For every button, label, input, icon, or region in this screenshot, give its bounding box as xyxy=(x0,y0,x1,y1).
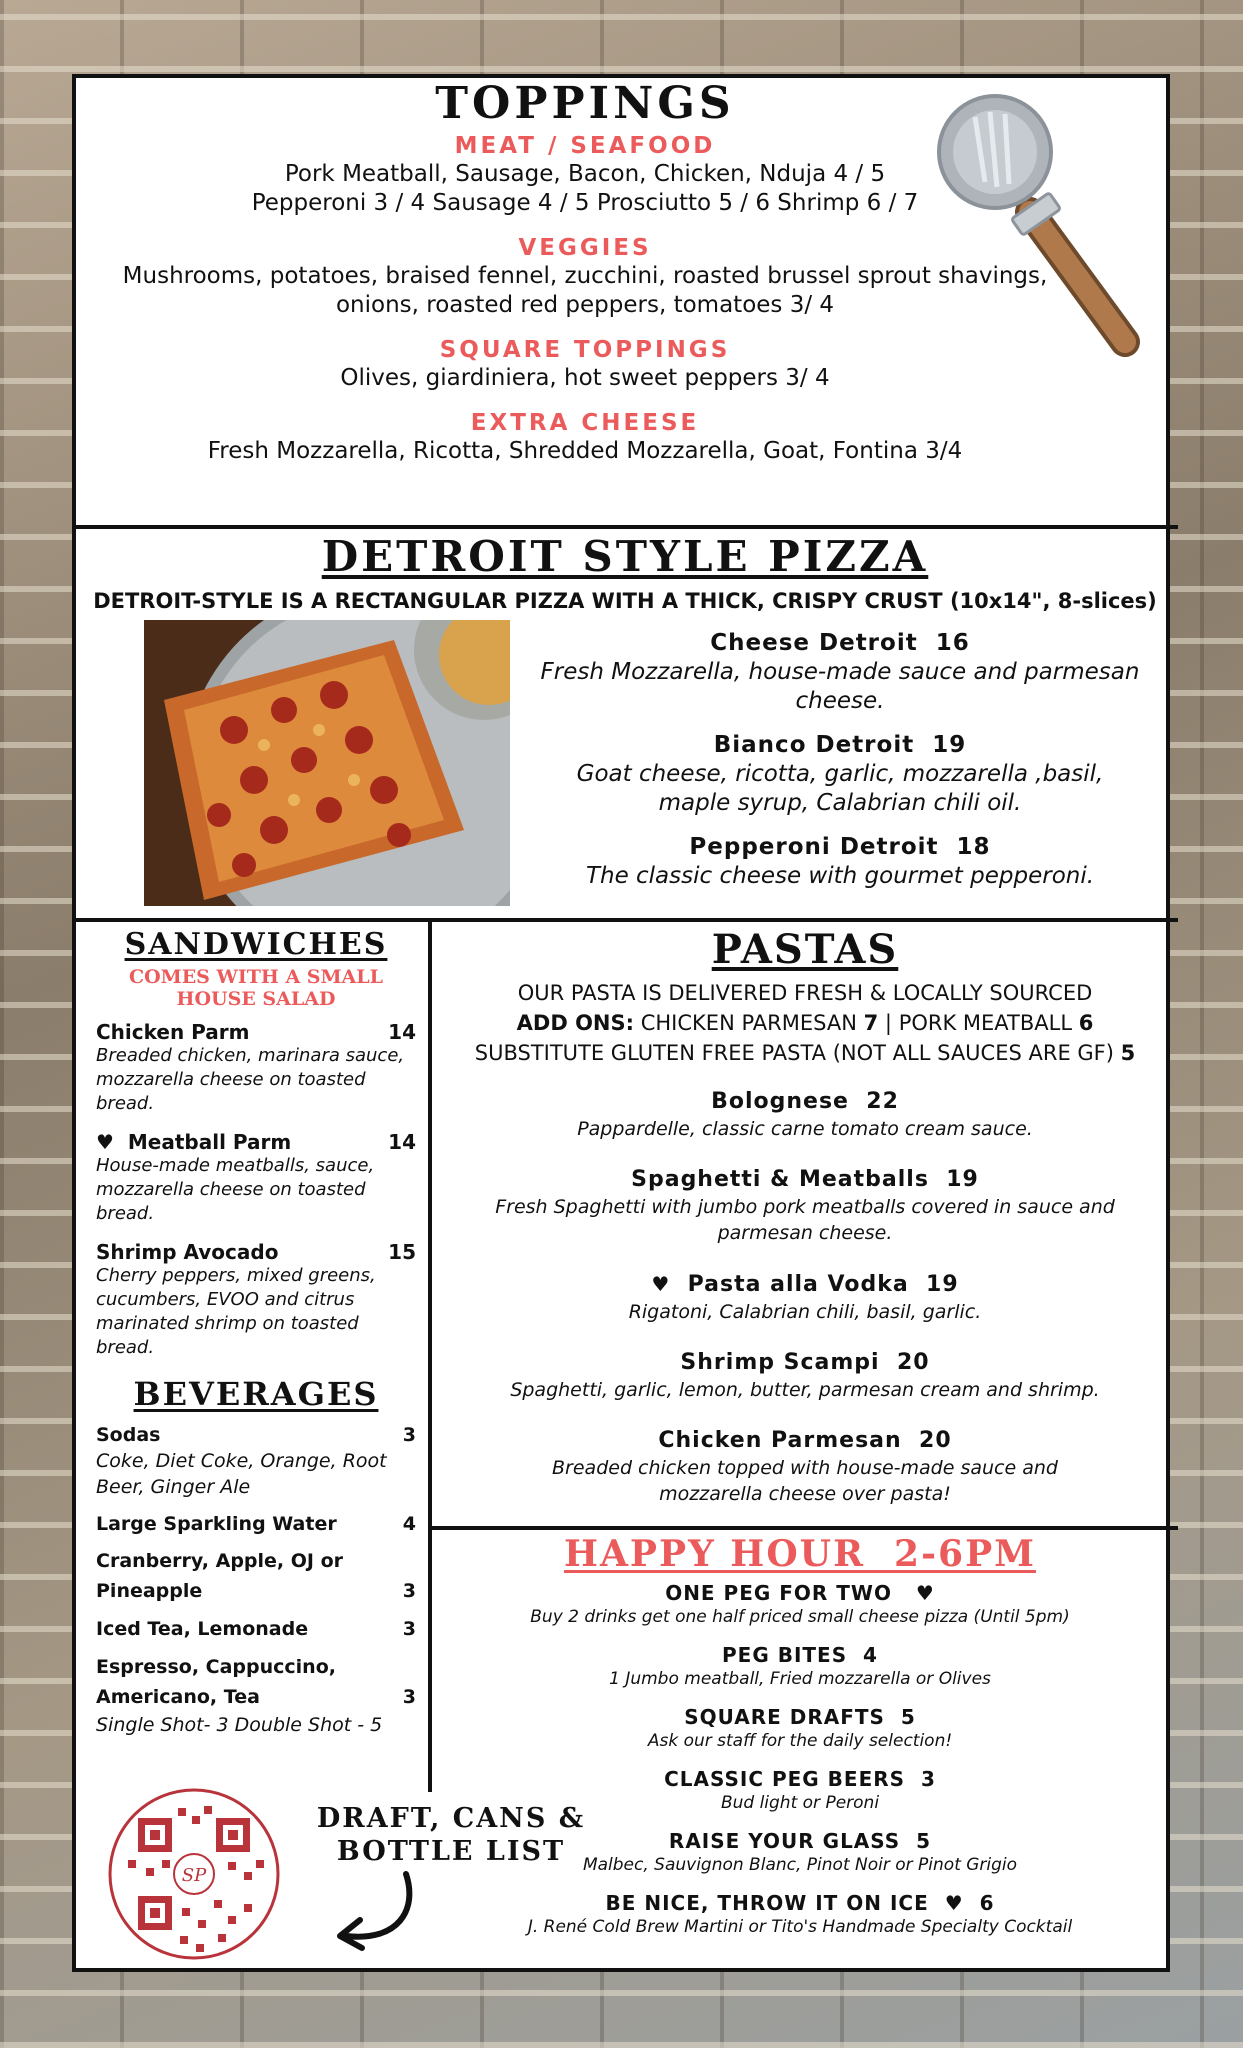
heart-icon: ♥ xyxy=(915,1581,935,1605)
pasta-name: Bolognese xyxy=(711,1089,849,1114)
toppings-heading: MEAT / SEAFOOD xyxy=(454,133,716,159)
detroit-item-desc: Fresh Mozzarella, house-made sauce and parmesan xyxy=(540,659,1140,685)
happy-hour-item xyxy=(440,1642,1160,1690)
hh-desc: Buy 2 drinks get one half priced small cheese pizza (Until 5pm) xyxy=(530,1607,1070,1627)
detroit-item-price: 16 xyxy=(935,630,970,656)
divider xyxy=(72,918,1178,922)
toppings-heading: EXTRA CHEESE xyxy=(470,410,700,436)
beverage-price: 4 xyxy=(402,1513,416,1535)
sandwiches-note-line: HOUSE SALAD xyxy=(176,988,336,1010)
beverages-title: BEVERAGES xyxy=(133,1375,379,1413)
sandwich-name: Shrimp Avocado xyxy=(96,1240,279,1264)
pizza-image xyxy=(144,620,510,906)
hh-name: PEG BITES xyxy=(722,1643,848,1667)
detroit-item-price: 19 xyxy=(932,732,967,758)
heart-icon: ♥ xyxy=(96,1130,114,1154)
pasta-price: 22 xyxy=(866,1089,899,1114)
pasta-desc: Rigatoni, Calabrian chili, basil, garlic. xyxy=(628,1301,982,1323)
hh-price: 5 xyxy=(916,1829,932,1853)
pasta-desc: Fresh Spaghetti with jumbo pork meatballs covered in sauce and parmesan cheese. xyxy=(495,1196,1115,1244)
happy-hour-item xyxy=(440,1580,1160,1628)
sandwiches-title: SANDWICHES xyxy=(124,927,388,962)
heart-icon: ♥ xyxy=(651,1272,671,1296)
pastas-gf xyxy=(440,1038,1170,1068)
pasta-desc: Spaghetti, garlic, lemon, butter, parmesan cream and shrimp. xyxy=(510,1379,1100,1401)
detroit-item-desc: maple syrup, Calabrian chili oil. xyxy=(658,790,1022,816)
toppings-title: TOPPINGS xyxy=(435,78,735,129)
beverage-name: Large Sparkling Water xyxy=(96,1513,337,1535)
pasta-price: 20 xyxy=(896,1350,930,1375)
detroit-header xyxy=(80,528,1170,616)
toppings-line: Pepperoni 3 / 4 Sausage 4 / 5 Prosciutto 5 / 6 Shrimp 6 / 7 xyxy=(251,190,919,216)
happy-hour-item xyxy=(440,1890,1160,1938)
beverage-name: Espresso, Cappuccino, Americano, Tea xyxy=(96,1656,336,1708)
toppings-line: Mushrooms, potatoes, braised fennel, zucchini, roasted brussel sprout shavings, xyxy=(122,263,1048,289)
detroit-item-desc: cheese. xyxy=(795,688,885,714)
pastas-addons xyxy=(440,1008,1170,1038)
hh-name: RAISE YOUR GLASS xyxy=(668,1829,901,1853)
hh-price: 6 xyxy=(979,1891,995,1915)
sandwich-price: 14 xyxy=(388,1130,416,1154)
toppings-group-square xyxy=(120,336,1050,393)
hh-desc: Ask our staff for the daily selection! xyxy=(647,1731,953,1751)
pasta-item xyxy=(440,1088,1170,1142)
detroit-subtitle: DETROIT-STYLE IS A RECTANGULAR PIZZA WITH A THICK, CRISPY CRUST (10x14", 8-slices) xyxy=(93,589,1157,613)
sandwiches-note xyxy=(96,966,416,1010)
pasta-name: Spaghetti & Meatballs xyxy=(631,1167,929,1192)
detroit-item-name: Bianco Detroit xyxy=(713,732,915,758)
addon-name: PORK MEATBALL xyxy=(898,1011,1073,1035)
toppings-heading: SQUARE TOPPINGS xyxy=(439,337,731,363)
sandwiches-note-line: COMES WITH A SMALL xyxy=(128,966,384,988)
sandwich-item xyxy=(96,1240,416,1360)
hh-name: CLASSIC PEG BEERS xyxy=(664,1767,906,1791)
addon-name: CHICKEN PARMESAN xyxy=(640,1011,857,1035)
hh-desc: Malbec, Sauvignon Blanc, Pinot Noir or Pinot Grigio xyxy=(582,1855,1018,1875)
addon-separator: | xyxy=(884,1011,892,1035)
pizza-cutter-icon xyxy=(935,92,1150,367)
addon-price: 7 xyxy=(863,1011,879,1035)
detroit-item xyxy=(530,730,1150,818)
gf-text: SUBSTITUTE GLUTEN FREE PASTA (NOT ALL SAUCES ARE GF) xyxy=(474,1041,1114,1065)
beverage-desc: Single Shot- 3 Double Shot - 5 xyxy=(96,1714,383,1736)
sandwich-desc: Breaded chicken, marinara sauce, mozzarella cheese on toasted bread. xyxy=(96,1045,405,1114)
detroit-title: DETROIT STYLE PIZZA xyxy=(321,532,929,581)
heart-icon: ♥ xyxy=(944,1891,964,1915)
sandwich-name: Chicken Parm xyxy=(96,1020,250,1044)
pizza-photo xyxy=(144,620,510,906)
beverage-item xyxy=(96,1652,416,1738)
hh-price: 5 xyxy=(900,1705,916,1729)
sandwich-item xyxy=(96,1130,416,1226)
draft-line: BOTTLE LIST xyxy=(336,1836,566,1867)
pastas-intro: OUR PASTA IS DELIVERED FRESH & LOCALLY SOURCED xyxy=(517,981,1093,1005)
hh-price: 4 xyxy=(863,1643,878,1667)
hh-price: 3 xyxy=(920,1767,936,1791)
toppings-line: onions, roasted red peppers, tomatoes 3/ 4 xyxy=(335,292,835,318)
detroit-item xyxy=(530,832,1150,891)
sandwich-price: 15 xyxy=(388,1240,416,1264)
hh-name: BE NICE, THROW IT ON ICE xyxy=(605,1891,929,1915)
pasta-item xyxy=(440,1270,1170,1325)
addon-price: 6 xyxy=(1078,1011,1094,1035)
beverage-name: Iced Tea, Lemonade xyxy=(96,1618,309,1640)
detroit-item-name: Pepperoni Detroit xyxy=(689,834,939,860)
detroit-item xyxy=(530,628,1150,716)
pastas-section xyxy=(440,926,1170,1507)
qr-monogram: SP xyxy=(181,1865,207,1886)
hh-desc: J. René Cold Brew Martini or Tito's Handmade Specialty Cocktail xyxy=(527,1917,1073,1937)
detroit-item-price: 18 xyxy=(956,834,991,860)
pasta-name: Chicken Parmesan xyxy=(658,1428,902,1453)
toppings-group-meat xyxy=(120,132,1050,218)
happy-hour-section xyxy=(440,1530,1160,1938)
toppings-heading: VEGGIES xyxy=(518,235,652,261)
hh-name: ONE PEG FOR TWO xyxy=(665,1581,892,1605)
pasta-price: 19 xyxy=(946,1167,979,1192)
beverage-price: 3 xyxy=(402,1618,416,1640)
qr-code-icon[interactable] xyxy=(108,1788,280,1960)
sandwiches-section xyxy=(96,924,416,1738)
sandwich-price: 14 xyxy=(388,1020,416,1044)
detroit-item-desc: Goat cheese, ricotta, garlic, mozzarella ,basil, xyxy=(576,761,1104,787)
addons-label: ADD ONS: xyxy=(516,1011,635,1035)
beverage-price: 3 xyxy=(402,1686,416,1708)
pasta-desc: Pappardelle, classic carne tomato cream sauce. xyxy=(577,1118,1033,1140)
sandwich-item xyxy=(96,1020,416,1116)
beverage-name: Cranberry, Apple, OJ or Pineapple xyxy=(96,1550,344,1602)
beverage-item xyxy=(96,1614,416,1644)
pasta-item xyxy=(440,1166,1170,1246)
draft-line: DRAFT, CANS & xyxy=(316,1803,586,1834)
happy-hour-item xyxy=(440,1704,1160,1752)
hh-name: SQUARE DRAFTS xyxy=(684,1705,885,1729)
pasta-desc: Breaded chicken topped with house-made sauce and mozzarella cheese over pasta! xyxy=(552,1457,1058,1505)
pasta-price: 20 xyxy=(919,1428,952,1453)
happy-hour-item xyxy=(440,1766,1160,1814)
pasta-item xyxy=(440,1427,1170,1507)
toppings-line: Olives, giardiniera, hot sweet peppers 3/ 4 xyxy=(340,365,830,391)
beverage-item xyxy=(96,1422,416,1500)
beverage-item xyxy=(96,1546,416,1606)
beverage-name: Sodas xyxy=(96,1424,161,1446)
detroit-items xyxy=(530,628,1150,891)
toppings-line: Fresh Mozzarella, Ricotta, Shredded Mozzarella, Goat, Fontina 3/4 xyxy=(207,438,963,464)
pastas-title: PASTAS xyxy=(711,926,899,973)
sandwich-desc: House-made meatballs, sauce, mozzarella cheese on toasted bread. xyxy=(96,1155,375,1224)
toppings-group-veggies xyxy=(120,234,1050,320)
sandwich-desc: Cherry peppers, mixed greens, cucumbers, EVOO and citrus marinated shrimp on toasted bread. xyxy=(96,1265,376,1358)
hh-desc: 1 Jumbo meatball, Fried mozzarella or Olives xyxy=(609,1669,991,1689)
curved-arrow-icon xyxy=(326,1870,416,1952)
happy-hour-title: HAPPY HOUR 2-6PM xyxy=(563,1533,1037,1575)
pasta-item xyxy=(440,1349,1170,1403)
pasta-price: 19 xyxy=(926,1272,959,1297)
beverage-item xyxy=(96,1510,416,1538)
detroit-item-desc: The classic cheese with gourmet pepperoni. xyxy=(585,863,1095,889)
pasta-name: Shrimp Scampi xyxy=(680,1350,880,1375)
gf-price: 5 xyxy=(1120,1041,1136,1065)
beverage-desc: Coke, Diet Coke, Orange, Root Beer, Ginger Ale xyxy=(96,1450,387,1498)
happy-hour-item xyxy=(440,1828,1160,1876)
sandwich-name: Meatball Parm xyxy=(127,1130,292,1154)
pasta-name: Pasta alla Vodka xyxy=(687,1272,909,1297)
hh-desc: Bud light or Peroni xyxy=(720,1793,880,1813)
detroit-item-name: Cheese Detroit xyxy=(710,630,918,656)
beverage-price: 3 xyxy=(402,1580,416,1602)
toppings-group-cheese xyxy=(120,409,1050,466)
toppings-section xyxy=(120,78,1050,466)
column-divider xyxy=(428,920,432,1792)
toppings-line: Pork Meatball, Sausage, Bacon, Chicken, Nduja 4 / 5 xyxy=(284,161,886,187)
beverage-price: 3 xyxy=(402,1424,416,1446)
